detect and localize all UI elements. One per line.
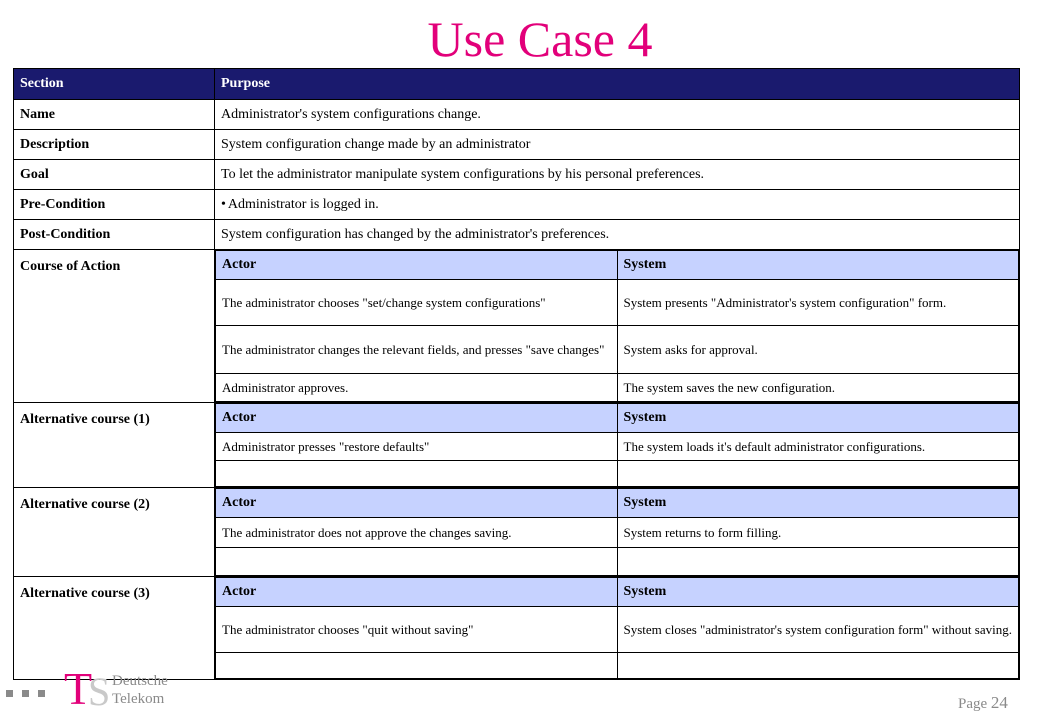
row-name	[14, 100, 1020, 130]
course-steps-table	[215, 250, 1019, 402]
sub-header-row	[216, 578, 1019, 607]
empty-row	[216, 653, 1019, 679]
empty-row	[216, 461, 1019, 487]
system-cell: System presents "Administrator's system configuration" form.	[617, 280, 1019, 326]
alt1-table	[215, 403, 1019, 487]
system-cell: System asks for approval.	[617, 326, 1019, 374]
sub-header-row	[216, 404, 1019, 433]
sub-header-row	[216, 489, 1019, 518]
row-postcondition	[14, 220, 1020, 250]
system-header: System	[617, 404, 1019, 433]
brand-line-2: Telekom	[112, 691, 165, 707]
row-course-of-action	[14, 250, 1020, 403]
brand-name	[112, 672, 168, 708]
row-value	[215, 190, 1020, 220]
row-alternative-1	[14, 403, 1020, 488]
precondition-text: Administrator is logged in.	[227, 196, 379, 212]
table-row	[216, 374, 1019, 402]
row-label: Name	[14, 100, 215, 130]
row-value: Administrator's system configurations change.	[215, 100, 1020, 130]
table-header-row	[14, 69, 1020, 100]
page-number-value: 24	[990, 693, 1008, 712]
empty-row	[216, 548, 1019, 576]
row-label: Post-Condition	[14, 220, 215, 250]
system-header: System	[617, 578, 1019, 607]
row-goal	[14, 160, 1020, 190]
table-row	[216, 607, 1019, 653]
row-value: System configuration change made by an administrator	[215, 130, 1020, 160]
page-number	[958, 693, 1008, 713]
row-precondition	[14, 190, 1020, 220]
row-label: Pre-Condition	[14, 190, 215, 220]
slide-title: Use Case 4	[427, 11, 653, 67]
alt2-table	[215, 488, 1019, 576]
row-label: Course of Action	[14, 250, 215, 403]
table-row	[216, 326, 1019, 374]
table-row	[216, 433, 1019, 461]
actor-header: Actor	[216, 251, 618, 280]
brand-line-1: Deutsche	[112, 673, 168, 689]
actor-cell: The administrator changes the relevant fields, and presses "save changes"	[216, 326, 618, 374]
table-row	[216, 280, 1019, 326]
actor-cell: The administrator chooses "quit without saving"	[216, 607, 618, 653]
system-cell: System returns to form filling.	[617, 518, 1019, 548]
header-section: Section	[14, 69, 215, 100]
actor-cell: Administrator presses "restore defaults"	[216, 433, 618, 461]
actor-cell: The administrator chooses "set/change system configurations"	[216, 280, 618, 326]
telekom-t-logo: T	[64, 663, 93, 714]
bullet-icon: •	[221, 196, 226, 212]
sub-header-row	[216, 251, 1019, 280]
system-cell: The system loads it's default administrator configurations.	[617, 433, 1019, 461]
system-cell: The system saves the new configuration.	[617, 374, 1019, 402]
row-label: Alternative course (2)	[14, 488, 215, 577]
actor-header: Actor	[216, 578, 618, 607]
row-label: Description	[14, 130, 215, 160]
telekom-s-logo: S	[88, 669, 111, 714]
actor-header: Actor	[216, 404, 618, 433]
table-row	[216, 518, 1019, 548]
page-label: Page	[958, 696, 988, 712]
row-label: Alternative course (3)	[14, 577, 215, 680]
row-label: Goal	[14, 160, 215, 190]
row-description	[14, 130, 1020, 160]
row-alternative-3	[14, 577, 1020, 680]
row-alternative-2	[14, 488, 1020, 577]
system-header: System	[617, 489, 1019, 518]
logo-dots	[6, 686, 54, 701]
row-label: Alternative course (1)	[14, 403, 215, 488]
actor-cell: The administrator does not approve the changes saving.	[216, 518, 618, 548]
header-purpose: Purpose	[215, 69, 1020, 100]
actor-cell: Administrator approves.	[216, 374, 618, 402]
system-header: System	[617, 251, 1019, 280]
use-case-table	[13, 68, 1020, 680]
alt3-table	[215, 577, 1019, 679]
row-value: System configuration has changed by the administrator's preferences.	[215, 220, 1020, 250]
row-value: To let the administrator manipulate system configurations by his personal preferences.	[215, 160, 1020, 190]
actor-header: Actor	[216, 489, 618, 518]
system-cell: System closes "administrator's system configuration form" without saving.	[617, 607, 1019, 653]
